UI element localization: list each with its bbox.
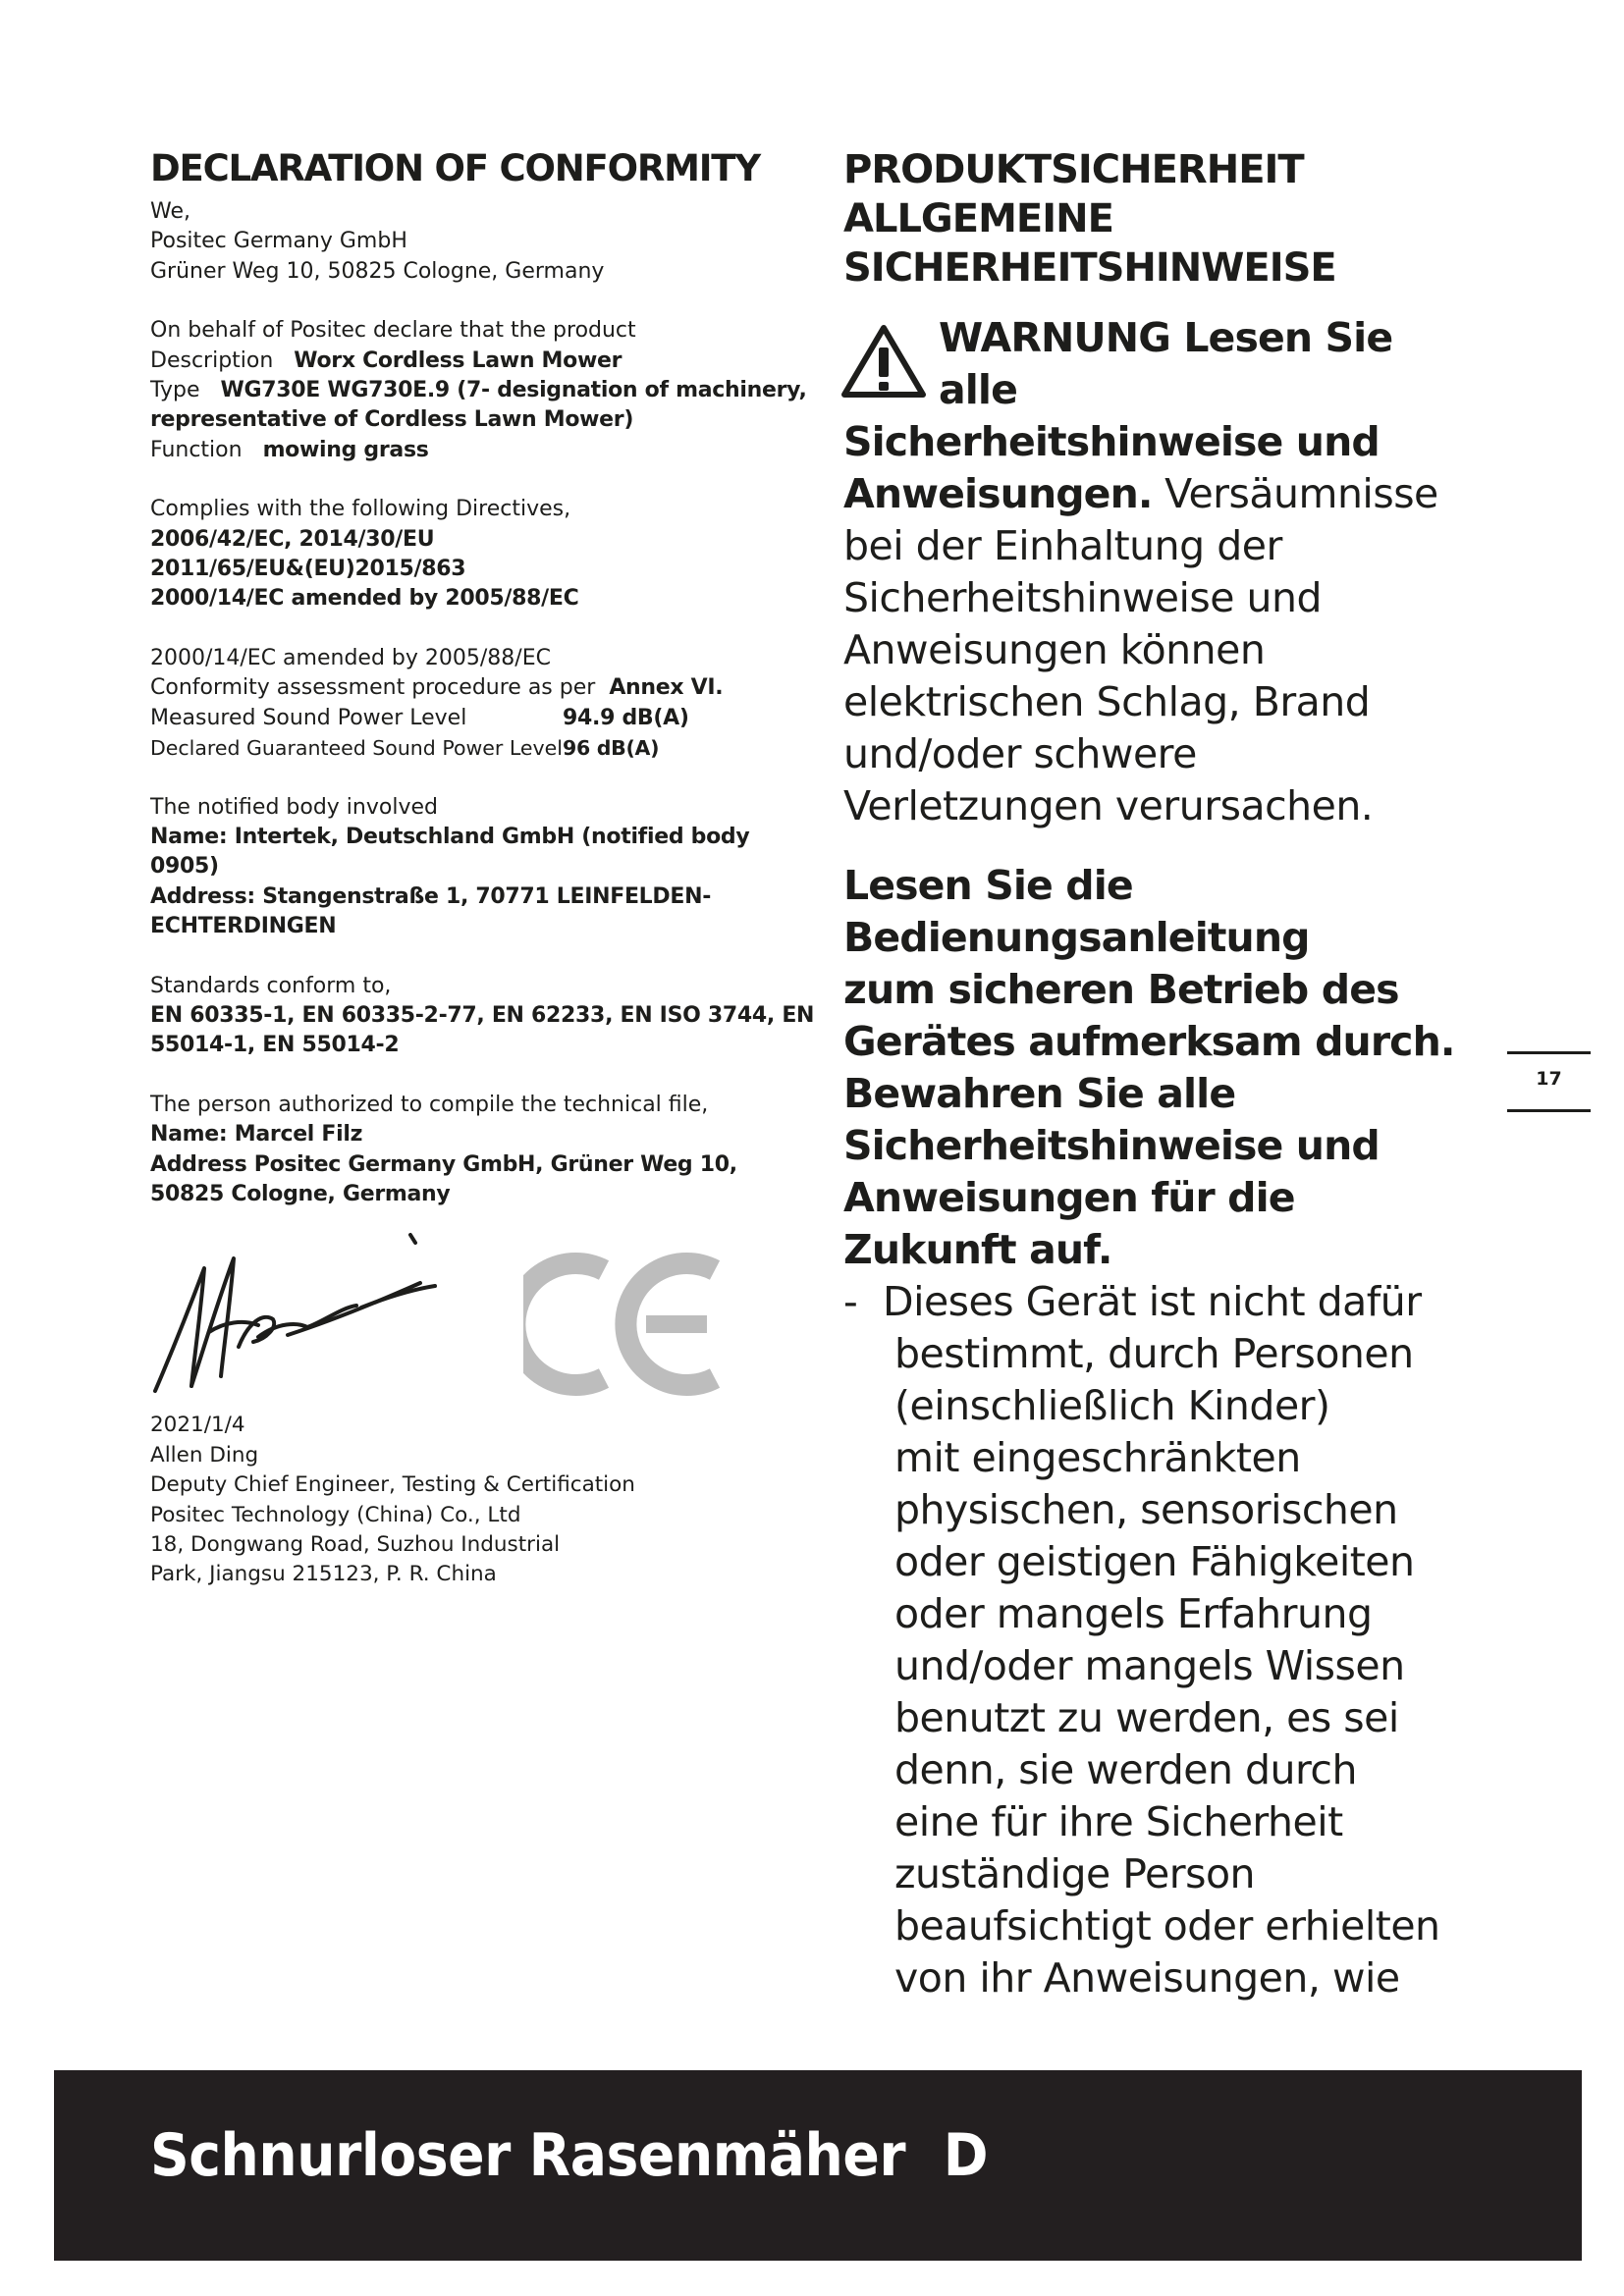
bullet-line: mit eingeschränkten xyxy=(894,1434,1301,1481)
description-row xyxy=(150,347,818,376)
standards-list: EN 60335-1, EN 60335-2-77, EN 62233, EN ISO 3744, EN xyxy=(150,1002,815,1028)
declaration-title: DECLARATION OF CONFORMITY xyxy=(150,147,760,189)
function-value: mowing grass xyxy=(262,437,429,462)
bullet-line: (einschließlich Kinder) xyxy=(894,1382,1330,1429)
signature-image xyxy=(150,1229,474,1406)
notified-body-block xyxy=(150,793,818,942)
notified-address-cont: ECHTERDINGEN xyxy=(150,914,337,939)
standards-intro: Standards conform to, xyxy=(150,973,392,998)
read-instructions-line: Bedienungsanleitung xyxy=(843,914,1310,961)
bullet-line: eine für ihre Sicherheit xyxy=(894,1798,1343,1845)
bullet-line: und/oder mangels Wissen xyxy=(894,1642,1405,1689)
type-row xyxy=(150,376,818,405)
sign-date: 2021/1/4 xyxy=(150,1413,245,1438)
signature-area xyxy=(150,1223,818,1405)
bullet-line: benutzt zu werden, es sei xyxy=(894,1694,1399,1741)
page-number-rule-bottom xyxy=(1507,1109,1591,1112)
notified-intro: The notified body involved xyxy=(150,794,438,820)
manufacturer-block xyxy=(150,197,818,287)
complies-text: Complies with the following Directives, xyxy=(150,497,571,522)
spacer xyxy=(843,832,1491,860)
footer-band xyxy=(54,2070,1582,2261)
standards-block xyxy=(150,972,818,1061)
description-label: Description xyxy=(150,347,274,373)
type-label: Type xyxy=(150,378,200,403)
footer-product-name: Schnurloser Rasenmäher xyxy=(150,2121,906,2190)
bullet-line: zuständige Person xyxy=(894,1850,1256,1897)
declared-label: Declared Guaranteed Sound Power Level xyxy=(150,736,563,761)
directive-line: 2011/65/EU&(EU)2015/863 xyxy=(150,557,466,582)
bullet-line: beaufsichtigt oder erhielten xyxy=(894,1902,1440,1949)
bullet-line: denn, sie werden durch xyxy=(894,1746,1357,1793)
warning-text-line: Sicherheitshinweise und xyxy=(843,574,1322,621)
ce-mark-logo xyxy=(523,1251,734,1398)
warning-line-mixed xyxy=(843,468,1491,520)
read-instructions-line: Zukunft auf. xyxy=(843,1226,1112,1273)
read-instructions-line: Bewahren Sie alle xyxy=(843,1070,1236,1117)
declaration-column xyxy=(150,147,818,1590)
signer-name: Allen Ding xyxy=(150,1442,259,1468)
notified-name-cont: 0905) xyxy=(150,854,219,880)
safety-title-line: ALLGEMEINE xyxy=(843,196,1113,241)
function-row xyxy=(150,436,818,465)
type-value-cont: representative of Cordless Lawn Mower) xyxy=(150,407,634,433)
bullet-line: oder geistigen Fähigkeiten xyxy=(894,1538,1415,1585)
bullet-line: oder mangels Erfahrung xyxy=(894,1590,1373,1637)
signer-block xyxy=(150,1411,818,1589)
warning-triangle-icon xyxy=(840,322,927,400)
standards-list-cont: 55014-1, EN 55014-2 xyxy=(150,1033,400,1058)
signer-title: Deputy Chief Engineer, Testing & Certification xyxy=(150,1472,635,1498)
notified-name: Name: Intertek, Deutschland GmbH (notified body xyxy=(150,824,750,849)
safety-title-line: PRODUKTSICHERHEIT xyxy=(843,147,1304,192)
bullet-line: physischen, sensorischen xyxy=(894,1486,1398,1533)
warning-bold-text: Anweisungen. xyxy=(843,470,1153,517)
bullet-first-line: Dieses Gerät ist nicht dafür xyxy=(883,1278,1422,1325)
read-instructions-line: Gerätes aufmerksam durch. xyxy=(843,1018,1455,1065)
amended-text: 2000/14/EC amended by 2005/88/EC xyxy=(150,645,551,670)
conformity-value: Annex VI. xyxy=(609,675,724,701)
warning-line: Sicherheitshinweise und xyxy=(843,418,1380,465)
bullet-line: bestimmt, durch Personen xyxy=(894,1330,1414,1377)
company-name: Positec Germany GmbH xyxy=(150,229,407,254)
person-address-cont: 50825 Cologne, Germany xyxy=(150,1181,451,1206)
footer-title xyxy=(150,2121,988,2190)
signer-address-cont: Park, Jiangsu 215123, P. R. China xyxy=(150,1562,497,1587)
warning-line: alle xyxy=(939,366,1017,413)
warning-text-line: bei der Einhaltung der xyxy=(843,522,1282,569)
signer-company: Positec Technology (China) Co., Ltd xyxy=(150,1502,521,1527)
on-behalf-text: On behalf of Positec declare that the product xyxy=(150,318,636,344)
warning-normal-text: Versäumnisse xyxy=(1152,470,1438,517)
warning-text-line: elektrischen Schlag, Brand xyxy=(843,678,1371,725)
safety-column xyxy=(843,145,1491,2004)
type-value: WG730E WG730E.9 (7- designation of machinery, xyxy=(220,378,807,403)
directive-line: 2000/14/EC amended by 2005/88/EC xyxy=(150,586,579,612)
safety-title-line: SICHERHEITSHINWEISE xyxy=(843,245,1336,291)
person-name: Name: Marcel Filz xyxy=(150,1122,363,1148)
signer-address: 18, Dongwang Road, Suzhou Industrial xyxy=(150,1532,561,1557)
bullet-dash: - xyxy=(843,1278,858,1325)
person-address: Address Positec Germany GmbH, Grüner Weg 10, xyxy=(150,1151,737,1177)
declared-value: 96 dB(A) xyxy=(563,736,660,761)
directive-line: 2006/42/EC, 2014/30/EU xyxy=(150,526,435,552)
warning-line: WARNUNG Lesen Sie xyxy=(939,314,1393,361)
conformity-row xyxy=(150,673,818,703)
page-number-rule-top xyxy=(1507,1051,1591,1054)
declared-row xyxy=(150,733,818,763)
read-instructions-line: Sicherheitshinweise und xyxy=(843,1122,1380,1169)
bullet-line: von ihr Anweisungen, wie xyxy=(894,1954,1400,2002)
warning-text-line: und/oder schwere xyxy=(843,730,1197,777)
conformity-label: Conformity assessment procedure as per xyxy=(150,675,596,701)
warning-text-line: Verletzungen verursachen. xyxy=(843,782,1374,829)
directives-block xyxy=(150,495,818,614)
authorized-person-block xyxy=(150,1091,818,1210)
person-intro: The person authorized to compile the technical file, xyxy=(150,1092,709,1117)
product-block xyxy=(150,316,818,465)
page-number: 17 xyxy=(1536,1068,1562,1090)
company-address: Grüner Weg 10, 50825 Cologne, Germany xyxy=(150,258,605,284)
measured-row xyxy=(150,704,818,733)
measured-label: Measured Sound Power Level xyxy=(150,705,467,730)
read-instructions-line: Anweisungen für die xyxy=(843,1174,1295,1221)
bullet-item xyxy=(843,1276,1491,1328)
read-instructions-line: zum sicheren Betrieb des xyxy=(843,966,1399,1013)
notified-address: Address: Stangenstraße 1, 70771 LEINFELDEN- xyxy=(150,883,712,909)
warning-block xyxy=(843,312,1491,2004)
measured-value: 94.9 dB(A) xyxy=(563,705,689,730)
sound-block xyxy=(150,644,818,764)
warning-text-line: Anweisungen können xyxy=(843,626,1266,673)
we-text: We, xyxy=(150,199,190,224)
read-instructions-line: Lesen Sie die xyxy=(843,862,1133,909)
footer-language-code: D xyxy=(943,2121,989,2190)
function-label: Function xyxy=(150,437,243,462)
warning-heading xyxy=(843,312,1491,416)
description-value: Worx Cordless Lawn Mower xyxy=(294,347,623,373)
safety-title xyxy=(843,145,1491,293)
